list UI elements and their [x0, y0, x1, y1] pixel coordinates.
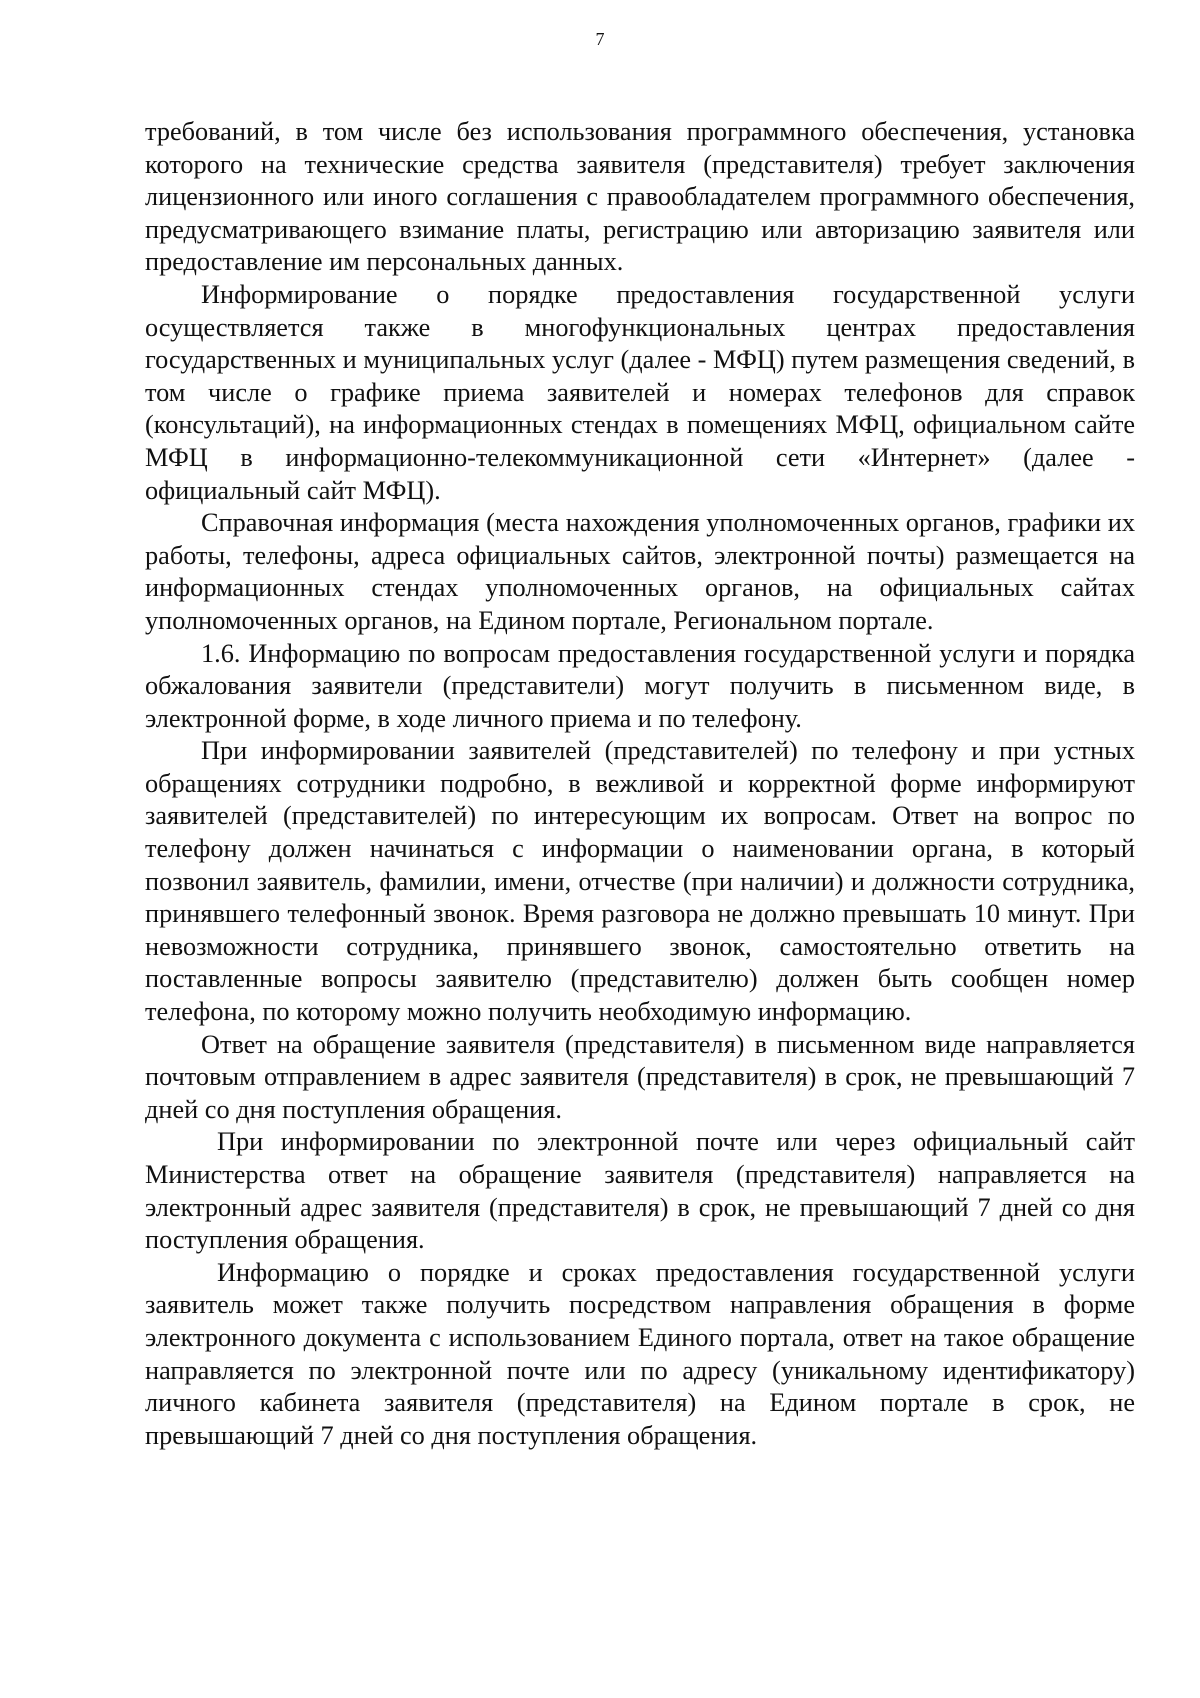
- paragraph: Справочная информация (места нахождения уполномоченных органов, графики их работы, телефоны, адреса официальных сайтов, электронной почты) размещается на информационных стендах уполномоченных органов, на официальных сайтах уполномоченных органов, на Едином портале, Региональном портале.: [145, 508, 1135, 635]
- paragraph: Ответ на обращение заявителя (представителя) в письменном виде направляется почтовым отправлением в адрес заявителя (представителя) в срок, не превышающий 7 дней со дня поступления обращения.: [145, 1029, 1135, 1124]
- page-number: 7: [595, 29, 605, 49]
- paragraph: 1.6. Информацию по вопросам предоставления государственной услуги и порядка обжалования заявители (представители) могут получить в письменном виде, в электронной форме, в ходе личного приема и по телефону.: [145, 638, 1135, 733]
- paragraph: Информирование о порядке предоставления государственной услуги осуществляется также в многофункциональных центрах предоставления государственных и муниципальных услуг (далее - МФЦ) путем размещения сведений, в том числе о графике приема заявителей и номерах телефонов для справок (консультаций), на информационных стендах в помещениях МФЦ, официальном сайте МФЦ в информационно-телекоммуникационной сети «Интернет» (далее - официальный сайт МФЦ).: [145, 279, 1135, 505]
- paragraph: При информировании по электронной почте или через официальный сайт Министерства ответ на обращение заявителя (представителя) направляется на электронный адрес заявителя (представителя) в срок, не превышающий 7 дней со дня поступления обращения.: [145, 1127, 1135, 1255]
- paragraph: При информировании заявителей (представителей) по телефону и при устных обращениях сотрудники подробно, в вежливой и корректной форме информируют заявителей (представителей) по интересующим их вопросам. Ответ на вопрос по телефону должен начинаться с информации о наименовании органа, в который позвонил заявитель, фамилии, имени, отчестве (при наличии) и должности сотрудника, принявшего телефонный звонок. Время разговора не должно превышать 10 минут. При невозможности сотрудника, принявшего звонок, самостоятельно ответить на поставленные вопросы заявителю (представителю) должен быть сообщен номер телефона, по которому можно получить необходимую информацию.: [145, 736, 1135, 1027]
- paragraph: требований, в том числе без использования программного обеспечения, установка которого на технические средства заявителя (представителя) требует заключения лицензионного или иного соглашения с правообладателем программного обеспечения, предусматривающего взимание платы, регистрацию или авторизацию заявителя или предоставление им персональных данных.: [145, 117, 1135, 277]
- paragraph: Информацию о порядке и сроках предоставления государственной услуги заявитель может также получить посредством направления обращения в форме электронного документа с использованием Единого портала, ответ на такое обращение направляется по электронной почте или по адресу (уникальному идентификатору) личного кабинета заявителя (представителя) на Едином портале в срок, не превышающий 7 дней со дня поступления обращения.: [145, 1257, 1135, 1450]
- document-body: [145, 116, 1135, 1452]
